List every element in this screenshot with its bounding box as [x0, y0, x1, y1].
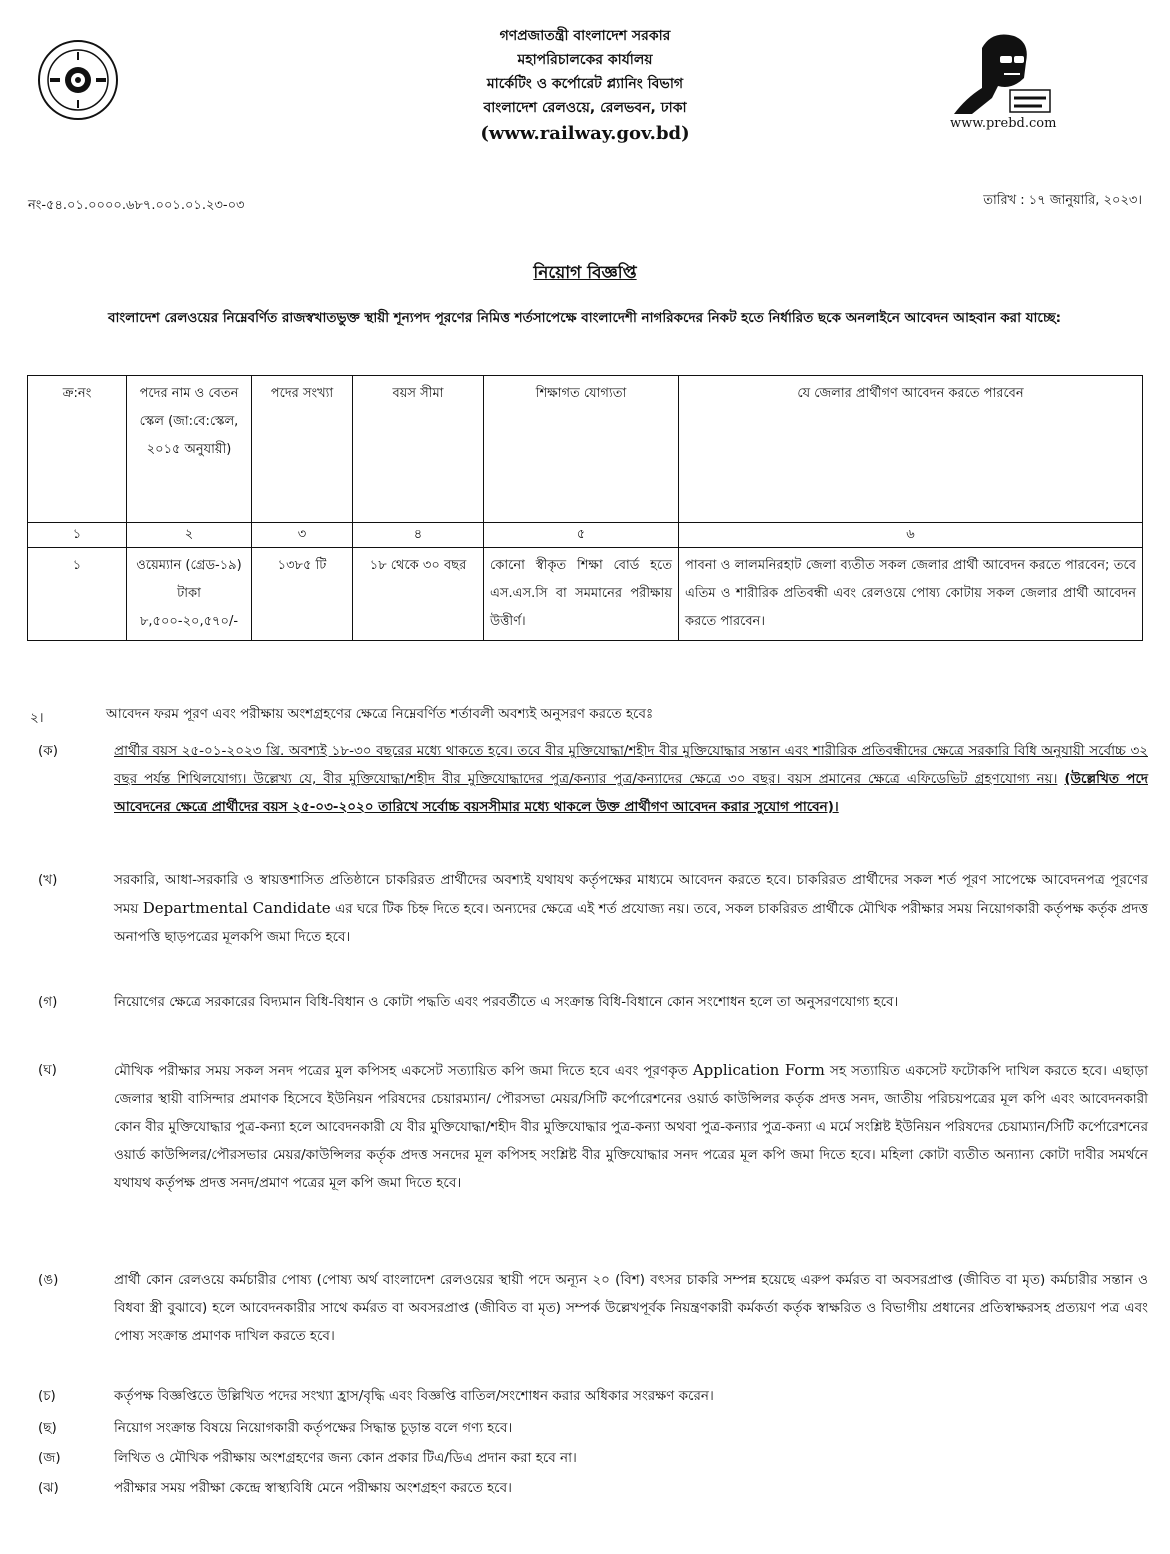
column-number: ৩ [252, 523, 353, 548]
clause-ka-part1: প্রার্থীর বয়স ২৫-০১-২০২৩ খ্রি. অবশ্যই ১৮-৩০ বছরের মধ্যে থাকতে হবে। তবে বীর মুক্তিযোদ্ধা/শহীদ বীর মুক্তিযোদ্ধার সন্তান এবং শারীরিক প্রতিবন্ধীদের ক্ষেত্রে সরকারি বিধি অনুযায়ী সর্বোচ্চ ৩২ বছর পর্যন্ত শিথিলযোগ্য। উল্লেখ্য যে, বীর মুক্তিযোদ্ধা/শহীদ বীর মুক্তিযোদ্ধাদের পুত্র/কন্যার পুত্র/কন্যাদের ক্ষেত্রে ৩০ বছর। বয়স প্রমানের ক্ষেত্রে এফিডেভিট গ্রহণযোগ্য নয়। [114, 743, 1148, 787]
clause-kha [38, 866, 1148, 951]
letterhead-website: (www.railway.gov.bd) [480, 123, 690, 144]
clause-gha [38, 1056, 1148, 1197]
memo-number: নং-৫৪.০১.০০০০.৬৮৭.০০১.০১.২৩-০৩ [28, 198, 245, 213]
letterhead-line: মার্কেটিং ও কর্পোরেট প্ল্যানিং বিভাগ [486, 76, 684, 92]
clause-label: (চ) [38, 1388, 56, 1404]
clause-text: লিখিত ও মৌখিক পরীক্ষায় অংশগ্রহণের জন্য কোন প্রকার টিএ/ডিএ প্রদান করা হবে না। [114, 1450, 577, 1466]
clause-kha-latin: Departmental Candidate [142, 899, 331, 917]
clause-label: (খ) [38, 872, 58, 888]
letterhead-line: বাংলাদেশ রেলওয়ে, রেলভবন, ঢাকা [483, 100, 687, 116]
section-number: ২। [30, 710, 44, 726]
clause-text [114, 1056, 1148, 1197]
clause-uma [38, 1266, 1148, 1350]
logo-website: www.prebd.com [950, 116, 1057, 131]
clause-cha [38, 1382, 1148, 1410]
cell-count: ১৩৮৫ টি [252, 548, 353, 641]
cell-districts: পাবনা ও লালমনিরহাট জেলা ব্যতীত সকল জেলার প্রার্থী আবেদন করতে পারবেন; তবে এতিম ও শারীরিক প্রতিবন্ধী এবং রেলওয়ে পোষ্য কোটায় সকল জেলার প্রার্থী আবেদন করতে পারবেন। [679, 548, 1143, 641]
clause-text: প্রার্থী কোন রেলওয়ে কর্মচারীর পোষ্য (পোষ্য অর্থ বাংলাদেশ রেলওয়ের স্থায়ী পদে অন্যূন ২০ (বিশ) বৎসর চাকরি সম্পন্ন হয়েছে এরুপ কর্মরত বা অবসরপ্রাপ্ত (জীবিত বা মৃত) কর্মচারীর সন্তান ও বিধবা স্ত্রী বুঝাবে) হলে আবেদনকারীর সাথে কর্মরত বা অবসরপ্রাপ্ত (জীবিত বা মৃত) সম্পর্ক উল্লেখপূর্বক নিয়ন্ত্রণকারী কর্মকর্তা কর্তৃক স্বাক্ষরিত ও বিভাগীয় প্রধানের প্রতিস্বাক্ষরসহ প্রত্যয়ণ পত্র এবং পোষ্য সংক্রান্ত প্রমাণক দাখিল করতে হবে। [114, 1272, 1148, 1344]
clause-text [114, 866, 1148, 951]
clause-label: (ঙ) [38, 1272, 59, 1288]
table-header-row [28, 376, 1143, 523]
clause-gha-part2: সহ সত্যায়িত একসেট ফটোকপি দাখিল করতে হবে। এছাড়া জেলার স্থায়ী বাসিন্দার প্রমাণক হিসেবে ইউনিয়ন পরিষদের চেয়ারম্যান/ পৌরসভা মেয়র/সিটি কর্পোরেশনের ওয়ার্ড কাউন্সিলর কর্তৃক প্রদত্ত সনদ, জাতীয় পরিচয়পত্রের মূল কপি এবং আবেদনকারী কোন বীর মুক্তিযোদ্ধার পুত্র-কন্যা হলে আবেদনকারী যে বীর মুক্তিযোদ্ধা/শহীদ বীর মুক্তিযোদ্ধার পুত্র-কন্যা অথবা পুত্র-কন্যার পুত্র-কন্যা এ মর্মে সংশ্লিষ্ট ইউনিয়ন পরিষদের চেয়াম্যান/সিটি কর্পোরেশনের ওয়ার্ড কাউন্সিলর/পৌরসভার মেয়র/কাউন্সিলর কর্তৃক প্রদত্ত সনদের মূল কপিসহ সংশ্লিষ্ট বীর মুক্তিযোদ্ধার সনদ পত্রের মূল কপি জমা দিতে হবে। মহিলা কোটা ব্যতীত অন্যান্য কোটা দাবীর সমর্থনে যথাযথ কর্তৃপক্ষ প্রদত্ত সনদ/প্রমাণ পত্রের মূল কপি জমা দিতে হবে। [114, 1063, 1149, 1191]
clause-gha-latin: Application Form [692, 1061, 825, 1079]
clause-jha [38, 1474, 1148, 1502]
header-age: বয়স সীমা [353, 376, 484, 523]
header-districts: যে জেলার প্রার্থীগণ আবেদন করতে পারবেন [679, 376, 1143, 523]
railway-seal-icon [36, 38, 120, 122]
letterhead-line: মহাপরিচালকের কার্যালয় [517, 52, 653, 68]
clause-label: (ক) [38, 743, 58, 759]
table-row [28, 548, 1143, 641]
clause-label: (জ) [38, 1450, 61, 1466]
header-count: পদের সংখ্যা [252, 376, 353, 523]
clause-label: (ঝ) [38, 1480, 59, 1496]
cell-age: ১৮ থেকে ৩০ বছর [353, 548, 484, 641]
letterhead [330, 24, 840, 148]
column-number: ১ [28, 523, 127, 548]
notice-intro: বাংলাদেশ রেলওয়ের নিম্নেবর্ণিত রাজস্বখাতভুক্ত স্থায়ী শূন্যপদ পূরণের নিমিত্ত শর্তসাপেক্ষে বাংলাদেশী নাগরিকদের নিকট হতে নির্ধারিত ছকে অনলাইনে আবেদন আহবান করা যাচ্ছে: [108, 310, 1062, 326]
section-heading: আবেদন ফরম পূরণ এবং পরীক্ষায় অংশগ্রহণের ক্ষেত্রে নিম্নেবর্ণিত শর্তাবলী অবশ্যই অনুসরণ করতে হবেঃ [106, 706, 654, 722]
notice-title: নিয়োগ বিজ্ঞপ্তি [533, 263, 637, 283]
vacancy-table [27, 375, 1143, 641]
clause-text: কর্তৃপক্ষ বিজ্ঞপ্তিতে উল্লিখিত পদের সংখ্যা হ্রাস/বৃদ্ধি এবং বিজ্ঞপ্তি বাতিল/সংশোধন করার অধিকার সংরক্ষণ করেন। [114, 1388, 714, 1404]
clause-text: নিয়োগের ক্ষেত্রে সরকারের বিদ্যমান বিধি-বিধান ও কোটা পদ্ধতি এবং পরবর্তীতে এ সংক্রান্ত বিধি-বিধানে কোন সংশোধন হলে তা অনুসরণযোগ্য হবে। [114, 994, 899, 1010]
clause-label: (ছ) [38, 1420, 57, 1436]
clause-label: (গ) [38, 994, 58, 1010]
clause-ga [38, 988, 1148, 1016]
cell-post: ওয়েম্যান (গ্রেড-১৯) টাকা ৮,৫০০-২০,৫৭০/- [127, 548, 252, 641]
cell-serial: ১ [28, 548, 127, 641]
clause-ka-part2: (উল্লেখিত পদে আবেদনের ক্ষেত্রে প্রার্থীদের বয়স ২৫-০৩-২০২০ তারিখে সর্বোচ্চ বয়সসীমার মধ্যে থাকলে উক্ত প্রার্থীগণ আবেদন করার সুযোগ পাবেন)। [114, 771, 1148, 815]
clause-chha [38, 1414, 1148, 1442]
portrait-logo-icon [952, 28, 1052, 116]
clause-ja [38, 1444, 1148, 1472]
clause-kha-part2: এর ঘরে টিক চিহ্ন দিতে হবে। অন্যদের ক্ষেত্রে এই শর্ত প্রযোজ্য নয়। তবে, সকল চাকরিরত প্রার্থীকে মৌখিক পরীক্ষার সময় নিয়োগকারী কর্তৃপক্ষ কর্তৃক প্রদত্ত অনাপত্তি ছাড়পত্রের মূলকপি জমা দিতে হবে। [114, 901, 1148, 945]
column-number: ২ [127, 523, 252, 548]
memo-date: তারিখ : ১৭ জানুয়ারি, ২০২৩। [983, 193, 1142, 208]
clause-text: পরীক্ষার সময় পরীক্ষা কেন্দ্রে স্বাস্থ্যবিধি মেনে পরীক্ষায় অংশগ্রহণ করতে হবে। [114, 1480, 512, 1496]
header-serial: ক্র:নং [28, 376, 127, 523]
header-post: পদের নাম ও বেতন স্কেল (জা:বে:স্কেল, ২০১৫ অনুযায়ী) [127, 376, 252, 523]
clause-text [114, 737, 1148, 821]
header-education: শিক্ষাগত যোগ্যতা [484, 376, 679, 523]
column-number: ৪ [353, 523, 484, 548]
column-number: ৫ [484, 523, 679, 548]
notice-title-wrap [0, 260, 1170, 288]
clause-text: নিয়োগ সংক্রান্ত বিষয়ে নিয়োগকারী কর্তৃপক্ষের সিদ্ধান্ত চূড়ান্ত বলে গণ্য হবে। [114, 1420, 513, 1436]
table-column-number-row [28, 523, 1143, 548]
letterhead-line: গণপ্রজাতন্ত্রী বাংলাদেশ সরকার [499, 28, 671, 44]
clause-ka [38, 737, 1148, 821]
clause-label: (ঘ) [38, 1062, 57, 1078]
cell-education: কোনো স্বীকৃত শিক্ষা বোর্ড হতে এস.এস.সি বা সমমানের পরীক্ষায় উত্তীর্ণ। [484, 548, 679, 641]
clause-kha-part1: সরকারি, আধা-সরকারি ও স্বায়ত্তশাসিত প্রতিষ্ঠানে চাকরিরত প্রার্থীদের অবশ্যই যথাযথ কর্তৃপক্ষের মাধ্যমে আবেদন করতে হবে। চাকরিরত প্রার্থীদের সকল শর্ত পূরণ সাপেক্ষে আবেদনপত্র পূরণের সময় [114, 872, 1148, 917]
clause-gha-part1: মৌখিক পরীক্ষার সময় সকল সনদ পত্রের মুল কপিসহ একসেট সত্যায়িত কপি জমা দিতে হবে এবং পূরণকৃত [114, 1063, 688, 1079]
column-number: ৬ [679, 523, 1143, 548]
